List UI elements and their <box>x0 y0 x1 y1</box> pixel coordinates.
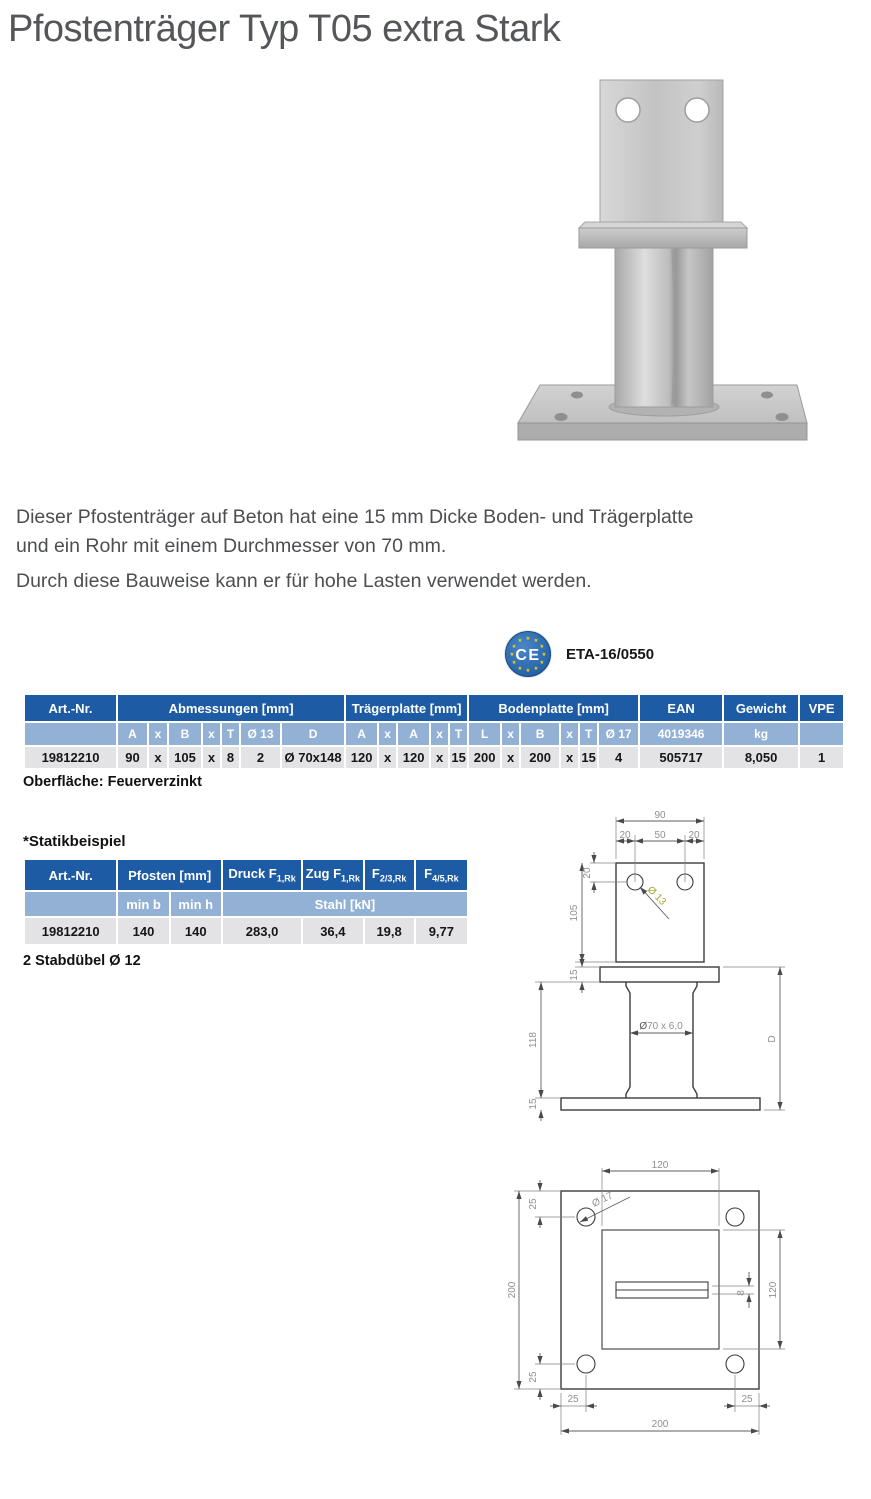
dim-label: 50 <box>654 830 666 841</box>
table-row <box>24 746 844 769</box>
sub-header: T <box>221 722 240 746</box>
sub-header: kg <box>723 722 799 746</box>
data-cell: 8 <box>221 746 240 769</box>
description-line: Dieser Pfostenträger auf Beton hat eine 15 mm Dicke Boden- und Trägerplatte <box>16 506 694 528</box>
statik-heading: *Statikbeispiel <box>23 833 126 850</box>
drawing-plan-view <box>490 1140 871 1440</box>
data-cell: 120 <box>345 746 378 769</box>
traegerplatte-flange <box>579 222 747 248</box>
dim-label: 25 <box>528 1198 539 1210</box>
data-cell: 140 <box>117 917 169 945</box>
description-line: und ein Rohr mit einem Durchmesser von 70 mm. <box>16 535 447 557</box>
sub-header: Ø 17 <box>598 722 639 746</box>
col-header: $F_{2/3,Rk}$ <box>364 859 415 891</box>
sub-header: Ø 13 <box>240 722 281 746</box>
group-header-row <box>24 694 844 722</box>
svg-text:★: ★ <box>511 660 517 666</box>
dim-label: 120 <box>768 1281 779 1299</box>
sub-header: T <box>449 722 468 746</box>
sub-header <box>24 891 117 917</box>
sub-header: A <box>117 722 148 746</box>
drawing-front-view <box>520 805 871 1135</box>
sub-header: 4019346 <box>639 722 723 746</box>
dim-label: 8 <box>736 1290 747 1296</box>
col-header: Art.-Nr. <box>24 859 117 891</box>
sub-header: B <box>168 722 202 746</box>
base-plate-outline <box>561 1191 759 1389</box>
sub-header: min b <box>117 891 169 917</box>
product-description <box>16 503 693 596</box>
data-cell: 15 <box>449 746 468 769</box>
col-header: Trägerplatte [mm] <box>345 694 468 722</box>
sub-header: A <box>345 722 378 746</box>
svg-text:★: ★ <box>539 644 545 650</box>
dim-label: 120 <box>651 1160 669 1171</box>
col-header: Bodenplatte [mm] <box>468 694 639 722</box>
svg-text:★: ★ <box>525 668 531 674</box>
sub-header: B <box>520 722 560 746</box>
data-cell: 8,050 <box>723 746 799 769</box>
dim-label: 25 <box>567 1394 579 1405</box>
dimensions-table <box>23 693 845 770</box>
product-photo <box>505 78 825 463</box>
page-title: Pfostenträger Typ T05 extra Stark <box>8 8 561 50</box>
sub-header: Stahl [kN] <box>222 891 468 917</box>
dim-label: D <box>767 1035 778 1043</box>
col-header: Art.-Nr. <box>24 694 117 722</box>
sub-header-row <box>24 891 468 917</box>
table-row <box>24 917 468 945</box>
data-cell: 19,8 <box>364 917 415 945</box>
data-cell: Ø 70x148 <box>281 746 345 769</box>
svg-text:★: ★ <box>517 638 523 645</box>
data-cell: 36,4 <box>302 917 363 945</box>
dim-label: 20 <box>619 830 631 841</box>
data-cell: 283,0 <box>222 917 302 945</box>
hole-diameter-label: Ø 17 <box>590 1190 615 1210</box>
data-cell: 15 <box>579 746 598 769</box>
sub-header: x <box>560 722 579 746</box>
sub-header-row <box>24 722 844 746</box>
svg-text:★: ★ <box>511 644 517 650</box>
sub-header <box>24 722 117 746</box>
data-cell: 1 <box>799 746 844 769</box>
data-cell: 105 <box>168 746 202 769</box>
svg-text:★: ★ <box>517 665 523 672</box>
hole-diameter-label: Ø 13 <box>644 884 668 908</box>
group-header-row <box>24 859 468 891</box>
tube-diameter-label: Ø70 x 6,0 <box>639 1021 683 1032</box>
dim-label: 90 <box>654 810 666 821</box>
data-cell: x <box>430 746 449 769</box>
svg-text:★: ★ <box>509 652 515 658</box>
data-cell: 2 <box>240 746 281 769</box>
description-line: Durch diese Bauweise kann er für hohe Lasten verwendet werden. <box>16 570 592 592</box>
dowel-note: 2 Stabdübel Ø 12 <box>23 953 141 969</box>
eta-approval-number: ETA-16/0550 <box>566 645 655 663</box>
dim-label: 20 <box>688 830 700 841</box>
dim-label: 15 <box>528 1098 539 1110</box>
dim-label: 200 <box>651 1419 669 1430</box>
svg-text:★: ★ <box>533 665 539 672</box>
data-cell: 200 <box>468 746 501 769</box>
ce-letters: CE <box>515 647 541 664</box>
surface-note <box>23 774 202 790</box>
svg-text:★: ★ <box>533 638 539 645</box>
data-cell: x <box>560 746 579 769</box>
data-cell: 19812210 <box>24 746 117 769</box>
sub-header: x <box>202 722 221 746</box>
certification-row <box>503 629 654 679</box>
data-cell: 9,77 <box>415 917 468 945</box>
data-cell: 505717 <box>639 746 723 769</box>
svg-text:★: ★ <box>525 636 531 642</box>
col-header: Pfosten [mm] <box>117 859 221 891</box>
sub-header: x <box>148 722 168 746</box>
surface-label: Oberfläche: <box>23 774 104 790</box>
data-cell: 140 <box>170 917 222 945</box>
data-cell: 4 <box>598 746 639 769</box>
data-cell: x <box>501 746 520 769</box>
surface-value: Feuerverzinkt <box>107 774 202 790</box>
dim-label: 118 <box>528 1032 539 1048</box>
dim-label: 105 <box>569 904 580 922</box>
col-header: Zug $F_{1,Rk}$ <box>302 859 363 891</box>
data-cell: x <box>202 746 221 769</box>
sub-header: D <box>281 722 345 746</box>
sub-header: x <box>378 722 397 746</box>
data-cell: 90 <box>117 746 148 769</box>
data-cell: 19812210 <box>24 917 117 945</box>
dim-label: 25 <box>741 1394 753 1405</box>
dim-label: 15 <box>569 969 580 981</box>
dim-label: 25 <box>528 1371 539 1383</box>
svg-text:★: ★ <box>541 652 547 658</box>
sub-header: min h <box>170 891 222 917</box>
dimension-labels <box>528 810 778 1110</box>
sub-header: T <box>579 722 598 746</box>
top-plate <box>600 80 723 222</box>
svg-text:★: ★ <box>539 660 545 666</box>
data-cell: 120 <box>397 746 430 769</box>
sub-header: x <box>501 722 520 746</box>
sub-header: L <box>468 722 501 746</box>
statik-table <box>23 858 469 946</box>
data-cell: x <box>378 746 397 769</box>
dim-label: 20 <box>582 867 593 879</box>
col-header: VPE <box>799 694 844 722</box>
col-header: Druck $F_{1,Rk}$ <box>222 859 302 891</box>
tube <box>609 247 719 416</box>
col-header: Gewicht <box>723 694 799 722</box>
ce-logo-icon <box>503 629 553 679</box>
sub-header: x <box>430 722 449 746</box>
col-header: EAN <box>639 694 723 722</box>
col-header: $F_{4/5,Rk}$ <box>415 859 468 891</box>
data-cell: x <box>148 746 168 769</box>
dim-label: 200 <box>507 1281 518 1299</box>
sub-header <box>799 722 844 746</box>
col-header: Abmessungen [mm] <box>117 694 345 722</box>
sub-header: A <box>397 722 430 746</box>
data-cell: 200 <box>520 746 560 769</box>
